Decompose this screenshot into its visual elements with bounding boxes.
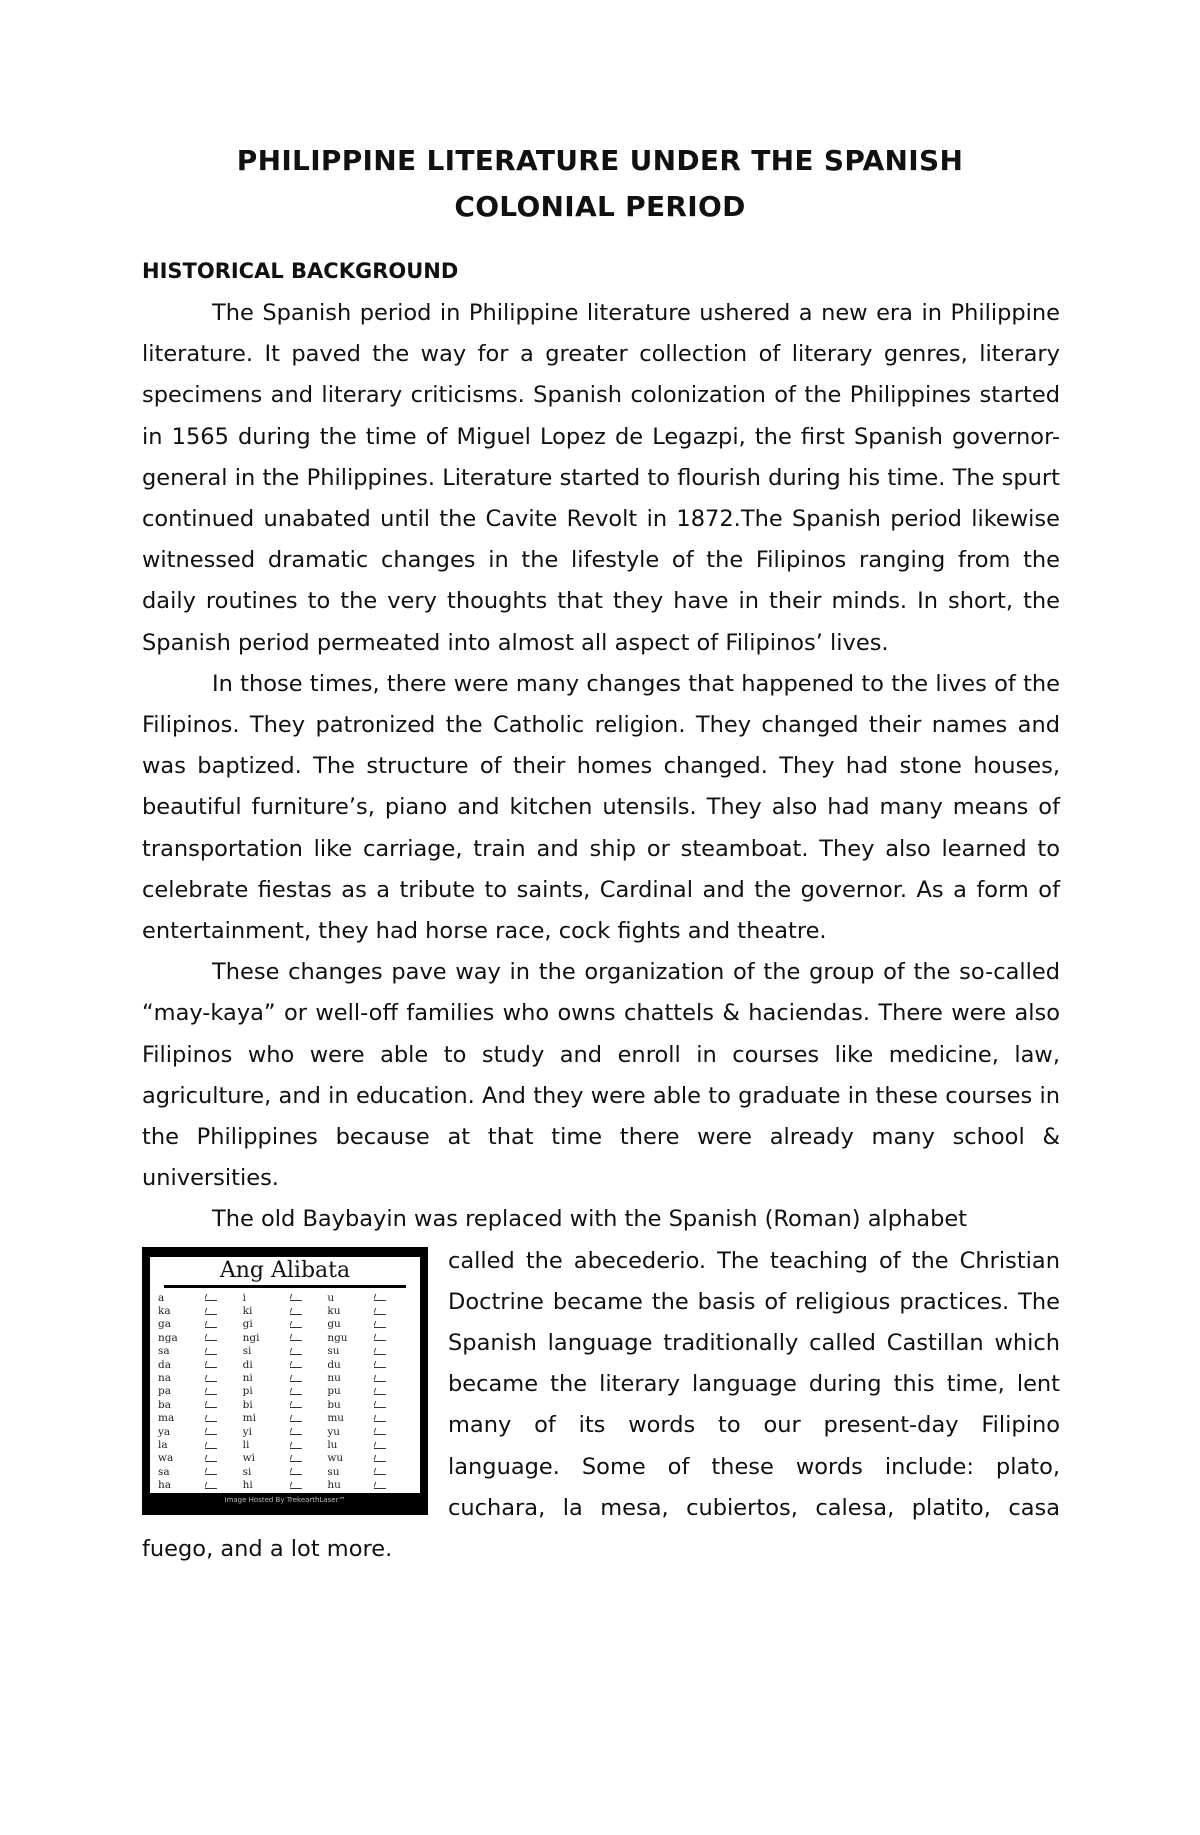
baybayin-glyph-icon bbox=[290, 1372, 328, 1385]
baybayin-glyph-icon bbox=[374, 1318, 412, 1331]
baybayin-glyph-icon bbox=[290, 1439, 328, 1452]
syllable-si: si bbox=[242, 1465, 252, 1478]
syllable-da: da bbox=[158, 1358, 171, 1371]
body-text bbox=[142, 293, 1060, 1570]
baybayin-glyph-icon bbox=[205, 1452, 243, 1465]
baybayin-glyph-icon bbox=[290, 1412, 328, 1425]
baybayin-glyph-icon bbox=[290, 1318, 328, 1331]
baybayin-glyph-icon bbox=[374, 1359, 412, 1372]
baybayin-glyph-icon bbox=[374, 1439, 412, 1452]
syllable-lu: lu bbox=[327, 1439, 338, 1452]
baybayin-glyph-icon bbox=[205, 1305, 243, 1318]
syllable-pa: pa bbox=[158, 1385, 171, 1398]
syllable-ngi: ngi bbox=[242, 1331, 260, 1344]
syllable-wi: wi bbox=[242, 1452, 256, 1465]
baybayin-glyph-icon bbox=[290, 1479, 328, 1492]
title-line-1: PHILIPPINE LITERATURE UNDER THE SPANISH bbox=[236, 144, 964, 177]
baybayin-glyph-icon bbox=[290, 1452, 328, 1465]
alibata-chart bbox=[150, 1257, 420, 1507]
syllable-ga: ga bbox=[158, 1318, 171, 1331]
baybayin-glyph-icon bbox=[205, 1412, 243, 1425]
baybayin-glyph-icon bbox=[205, 1399, 243, 1412]
baybayin-glyph-icon bbox=[205, 1466, 243, 1479]
syllable-li: li bbox=[242, 1439, 250, 1452]
baybayin-glyph-icon bbox=[374, 1305, 412, 1318]
baybayin-glyph-icon bbox=[290, 1399, 328, 1412]
baybayin-glyph-icon bbox=[290, 1345, 328, 1358]
baybayin-glyph-icon bbox=[205, 1479, 243, 1492]
syllable-ha: ha bbox=[158, 1479, 172, 1492]
baybayin-glyph-icon bbox=[374, 1399, 412, 1412]
syllable-ya: ya bbox=[158, 1425, 171, 1438]
baybayin-glyph-icon bbox=[205, 1372, 243, 1385]
syllable-di: di bbox=[242, 1358, 253, 1371]
syllable-su: su bbox=[327, 1345, 340, 1358]
baybayin-glyph-icon bbox=[374, 1385, 412, 1398]
syllable-yi: yi bbox=[242, 1425, 252, 1438]
syllable-si: si bbox=[242, 1345, 252, 1358]
syllable-ngu: ngu bbox=[327, 1331, 348, 1344]
syllable-a: a bbox=[158, 1291, 165, 1304]
baybayin-glyph-icon bbox=[290, 1332, 328, 1345]
syllable-gi: gi bbox=[242, 1318, 253, 1331]
baybayin-glyph-icon bbox=[205, 1426, 243, 1439]
alibata-figure bbox=[142, 1247, 428, 1515]
syllable-wu: wu bbox=[327, 1452, 344, 1465]
paragraph-2: In those times, there were many changes that happened to the lives of the Filipinos. They patronized the Catholic religion. They changed their names and was baptized. The structure of their homes changed. They had stone houses, beautiful furniture’s, piano and kitchen utensils. They also had many means of transportation like carriage, train and ship or steamboat. They also learned to celebrate fiestas as a tribute to saints, Cardinal and the governor. As a form of entertainment, they had horse race, cock fights and theatre. bbox=[142, 670, 1060, 945]
baybayin-glyph-icon bbox=[374, 1292, 412, 1305]
syllable-bi: bi bbox=[242, 1398, 253, 1411]
figure-title: Ang Alibata bbox=[164, 1257, 406, 1288]
syllable-na: na bbox=[158, 1372, 172, 1385]
syllable-sa: sa bbox=[158, 1345, 170, 1358]
paragraph-4-intro: The old Baybayin was replaced with the Spanish (Roman) alphabet bbox=[212, 1206, 968, 1233]
baybayin-glyph-icon bbox=[290, 1385, 328, 1398]
baybayin-glyph-icon bbox=[374, 1412, 412, 1425]
syllable-wa: wa bbox=[158, 1452, 174, 1465]
syllable-ki: ki bbox=[242, 1305, 253, 1318]
syllable-du: du bbox=[327, 1358, 341, 1371]
paragraph-4-rest: called the abecederio. The teaching of the Christian Doctrine became the basis of religious practices. The Spanish language traditionally called Castillan which became the literary language during this time, lent many of its words to our present-day Filipino language. Some of these words include: plato, cuchara, la mesa, cubiertos, calesa, platito, casa fuego, and a lot more. bbox=[142, 1247, 1060, 1563]
baybayin-glyph-icon bbox=[205, 1292, 243, 1305]
baybayin-glyph-icon bbox=[290, 1305, 328, 1318]
syllable-la: la bbox=[158, 1439, 168, 1452]
syllable-sa: sa bbox=[158, 1465, 170, 1478]
baybayin-glyph-icon bbox=[374, 1452, 412, 1465]
syllable-i: i bbox=[242, 1291, 247, 1304]
baybayin-glyph-icon bbox=[374, 1345, 412, 1358]
baybayin-glyph-icon bbox=[205, 1439, 243, 1452]
syllable-u: u bbox=[327, 1291, 335, 1304]
title-line-2: COLONIAL PERIOD bbox=[454, 190, 746, 223]
syllable-ma: ma bbox=[158, 1412, 175, 1425]
syllable-hu: hu bbox=[327, 1479, 341, 1492]
baybayin-glyph-icon bbox=[374, 1466, 412, 1479]
syllable-mu: mu bbox=[327, 1412, 345, 1425]
baybayin-glyph-icon bbox=[205, 1318, 243, 1331]
alibata-table bbox=[158, 1292, 412, 1493]
baybayin-glyph-icon bbox=[374, 1426, 412, 1439]
document-title bbox=[140, 138, 1060, 230]
syllable-bu: bu bbox=[327, 1398, 341, 1411]
syllable-hi: hi bbox=[242, 1479, 253, 1492]
baybayin-glyph-icon bbox=[205, 1332, 243, 1345]
syllable-gu: gu bbox=[327, 1318, 341, 1331]
syllable-pu: pu bbox=[327, 1385, 341, 1398]
figure-credit: Image Hosted By TrekearthLaser™ bbox=[150, 1493, 420, 1507]
baybayin-glyph-icon bbox=[290, 1466, 328, 1479]
baybayin-glyph-icon bbox=[205, 1385, 243, 1398]
syllable-ku: ku bbox=[327, 1305, 341, 1318]
syllable-su: su bbox=[327, 1465, 340, 1478]
baybayin-glyph-icon bbox=[374, 1372, 412, 1385]
syllable-ba: ba bbox=[158, 1398, 171, 1411]
syllable-ka: ka bbox=[158, 1305, 171, 1318]
baybayin-glyph-icon bbox=[205, 1345, 243, 1358]
syllable-yu: yu bbox=[327, 1425, 341, 1438]
syllable-nu: nu bbox=[327, 1372, 341, 1385]
paragraph-1: The Spanish period in Philippine literature ushered a new era in Philippine literature. It paved the way for a greater collection of literary genres, literary specimens and literary criticisms. Spanish colonization of the Philippines started in 1565 during the time of Miguel Lopez de Legazpi, the first Spanish governor-general in the Philippines. Literature started to flourish during his time. The spurt continued unabated until the Cavite Revolt in 1872.The Spanish period likewise witnessed dramatic changes in the lifestyle of the Filipinos ranging from the daily routines to the very thoughts that they have in their minds. In short, the Spanish period permeated into almost all aspect of Filipinos’ lives. bbox=[142, 300, 1060, 656]
syllable-ni: ni bbox=[242, 1372, 253, 1385]
baybayin-glyph-icon bbox=[374, 1332, 412, 1345]
baybayin-glyph-icon bbox=[205, 1359, 243, 1372]
baybayin-glyph-icon bbox=[374, 1479, 412, 1492]
baybayin-glyph-icon bbox=[290, 1426, 328, 1439]
syllable-pi: pi bbox=[242, 1385, 253, 1398]
paragraph-3: These changes pave way in the organization of the group of the so-called “may-kaya” or well-off families who owns chattels & haciendas. There were also Filipinos who were able to study and enroll in courses like medicine, law, agriculture, and in education. And they were able to graduate in these courses in the Philippines because at that time there were already many school & universities. bbox=[142, 959, 1060, 1192]
syllable-nga: nga bbox=[158, 1331, 178, 1344]
syllable-mi: mi bbox=[242, 1412, 256, 1425]
baybayin-glyph-icon bbox=[290, 1292, 328, 1305]
baybayin-glyph-icon bbox=[290, 1359, 328, 1372]
section-heading: HISTORICAL BACKGROUND bbox=[142, 259, 459, 283]
